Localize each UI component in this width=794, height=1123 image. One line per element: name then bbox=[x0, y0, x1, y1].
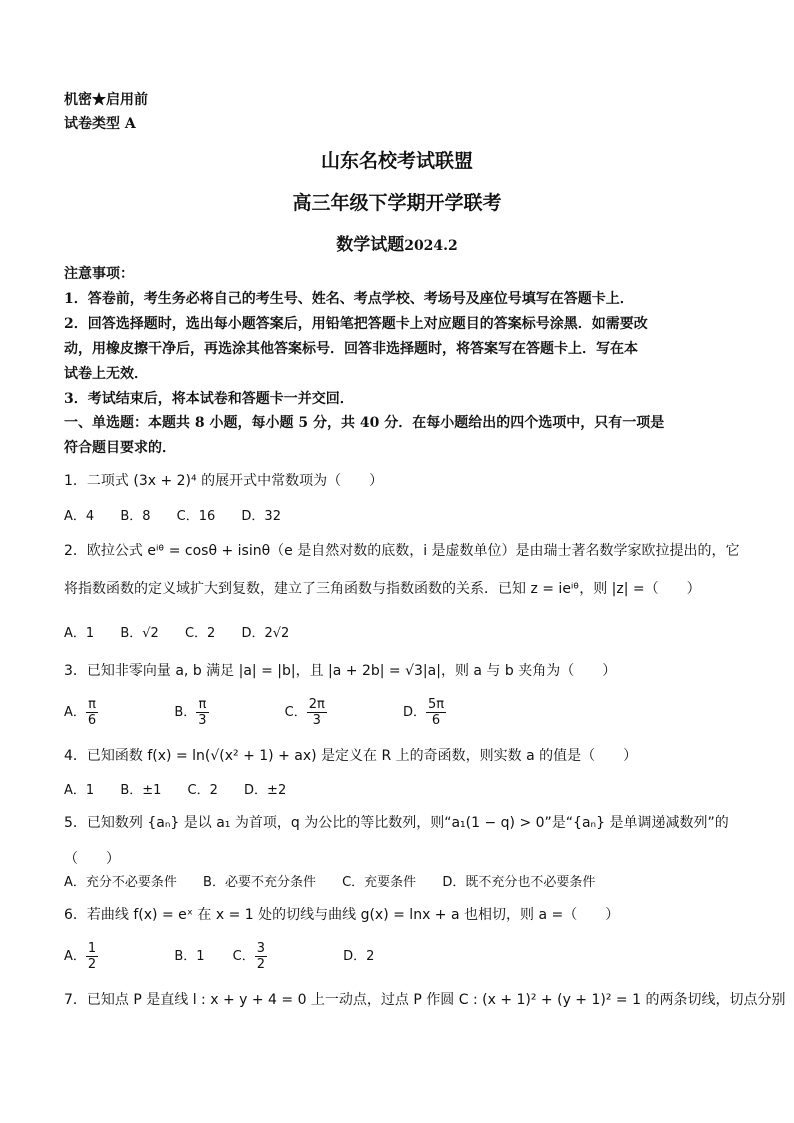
question-2-line-2: 将指数函数的定义域扩大到复数，建立了三角函数与指数函数的关系．已知 z = ieⁱᶿ，则 |z| =（ ） bbox=[64, 581, 701, 597]
option-a: A．1 bbox=[64, 783, 95, 798]
question-2-line-1: 2．欧拉公式 eⁱᶿ = cosθ + isinθ（e 是自然对数的底数，i 是虚数单位）是由瑞士著名数学家欧拉提出的，它 bbox=[64, 543, 740, 559]
paper-type-label: 试卷类型 A bbox=[64, 116, 136, 132]
option-d: D．2 bbox=[343, 949, 375, 964]
option-a: A．1 bbox=[64, 626, 95, 641]
question-5-line-1: 5．已知数列 {aₙ} 是以 a₁ 为首项，q 为公比的等比数列，则“a₁(1 − q) > 0”是“{aₙ} 是单调递减数列”的 bbox=[64, 815, 729, 831]
option-b bbox=[174, 697, 256, 728]
option-a-label: A． bbox=[64, 705, 86, 720]
option-d-fraction bbox=[426, 697, 470, 728]
denominator: 2 bbox=[87, 957, 97, 972]
numerator: π bbox=[196, 697, 208, 713]
org-title: 山东名校考试联盟 bbox=[320, 150, 473, 172]
option-b: B．±1 bbox=[120, 783, 162, 798]
option-b: B．必要不充分条件 bbox=[203, 875, 316, 890]
option-c bbox=[232, 941, 315, 972]
denominator: 6 bbox=[87, 713, 97, 728]
numerator: 3 bbox=[256, 941, 266, 956]
exam-date: 2024.2 bbox=[404, 238, 458, 254]
notice-item-1: 1．答卷前，考生务必将自己的考生号、姓名、考点学校、考场号及座位号填写在答题卡上． bbox=[64, 291, 634, 307]
option-c: C．2 bbox=[187, 783, 218, 798]
option-a-label: A． bbox=[64, 949, 86, 964]
notice-item-3: 3．考试结束后，将本试卷和答题卡一并交回． bbox=[64, 391, 354, 407]
option-d: D．既不充分也不必要条件 bbox=[442, 875, 596, 890]
option-c-label: C． bbox=[232, 949, 255, 964]
question-1-options bbox=[64, 507, 734, 527]
option-d: D．2√2 bbox=[241, 626, 290, 641]
numerator: 5π bbox=[428, 697, 445, 712]
denominator: 2 bbox=[256, 957, 266, 972]
numerator: π bbox=[86, 697, 98, 713]
question-6-options bbox=[64, 940, 734, 974]
notice-item-2-line-2: 动，用橡皮擦干净后，再选涂其他答案标号．回答非选择题时，将答案写在答题卡上．写在本 bbox=[64, 341, 638, 357]
notice-item-2-line-1: 2．回答选择题时，选出每小题答案后，用铅笔把答题卡上对应题目的答案标号涂黑．如需要改 bbox=[64, 316, 648, 332]
option-b: B．8 bbox=[120, 509, 151, 524]
option-b: B．√2 bbox=[120, 626, 159, 641]
option-c: C．16 bbox=[176, 509, 216, 524]
question-7: 7．已知点 P 是直线 l : x + y + 4 = 0 上一动点，过点 P 作圆 C : (x + 1)² + (y + 1)² = 1 的两条切线，切点分别 bbox=[64, 992, 786, 1008]
option-a: A．充分不必要条件 bbox=[64, 875, 177, 890]
option-d-label: D． bbox=[403, 705, 427, 720]
notice-item-2-line-3: 试卷上无效． bbox=[64, 366, 148, 382]
question-3: 3．已知非零向量 a, b 满足 |a| = |b|，且 |a + 2b| = √3|a|，则 a 与 b 夹角为（ ） bbox=[64, 663, 617, 679]
section1-line-1: 一、单选题：本题共 8 小题，每小题 5 分，共 40 分．在每小题给出的四个选项中，只有一项是 bbox=[64, 415, 665, 431]
denominator: 3 bbox=[198, 713, 207, 728]
confidential-label: 机密★启用前 bbox=[64, 92, 148, 108]
subject-name: 数学试题 bbox=[336, 235, 405, 255]
denominator: 6 bbox=[431, 713, 441, 728]
question-2-options bbox=[64, 624, 734, 644]
option-a: A．4 bbox=[64, 509, 95, 524]
option-c-label: C． bbox=[284, 705, 307, 720]
option-a bbox=[64, 697, 146, 728]
subject-title bbox=[0, 230, 794, 255]
option-b-label: B． bbox=[174, 705, 197, 720]
question-4: 4．已知函数 f(x) = ln(√(x² + 1) + ax) 是定义在 R 上的奇函数，则实数 a 的值是（ ） bbox=[64, 748, 638, 764]
option-a-fraction bbox=[86, 941, 122, 972]
denominator: 3 bbox=[312, 713, 321, 728]
exam-title: 高三年级下学期开学联考 bbox=[292, 192, 502, 214]
option-a-fraction bbox=[86, 697, 122, 728]
option-d: D．±2 bbox=[244, 783, 287, 798]
question-3-options bbox=[64, 696, 734, 730]
numerator: 2π bbox=[308, 697, 325, 712]
section1-line-2: 符合题目要求的． bbox=[64, 440, 176, 456]
option-c: C．2 bbox=[184, 626, 216, 641]
option-b-fraction bbox=[196, 697, 232, 728]
option-c: C．充要条件 bbox=[342, 875, 417, 890]
option-d: D．32 bbox=[241, 509, 281, 524]
question-4-options bbox=[64, 781, 734, 801]
option-c-fraction bbox=[307, 697, 351, 728]
question-1: 1．二项式 (3x + 2)⁴ 的展开式中常数项为（ ） bbox=[64, 473, 384, 489]
question-5-line-2: （ ） bbox=[64, 851, 120, 867]
notice-heading: 注意事项： bbox=[64, 266, 134, 282]
numerator: 1 bbox=[87, 941, 97, 956]
question-6: 6．若曲线 f(x) = eˣ 在 x = 1 处的切线与曲线 g(x) = lnx + a 也相切，则 a =（ ） bbox=[64, 907, 620, 923]
question-5-options bbox=[64, 873, 734, 893]
option-a bbox=[64, 941, 146, 972]
option-c-fraction bbox=[255, 941, 291, 972]
option-b: B．1 bbox=[174, 949, 205, 964]
